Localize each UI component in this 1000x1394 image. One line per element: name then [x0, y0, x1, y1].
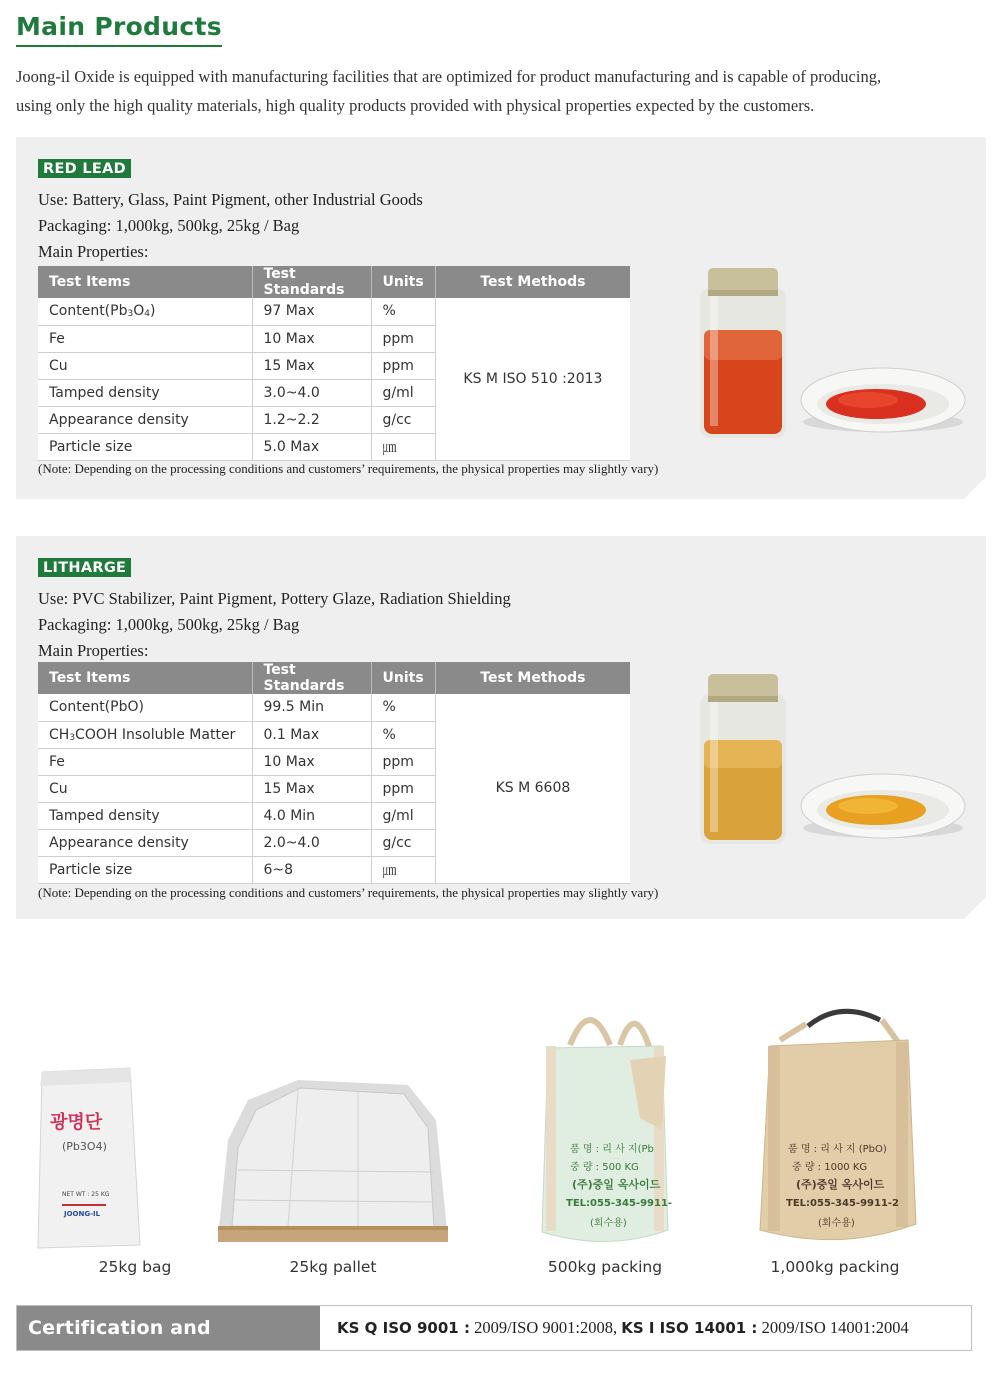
bag-label-main: 광명단 [50, 1112, 103, 1133]
pallet-25kg-image [218, 990, 448, 1255]
test-standard: 6~8 [252, 856, 371, 883]
test-unit: ppm [371, 325, 435, 352]
cert1-code: KS Q ISO 9001 : [337, 1319, 470, 1337]
test-unit: ㎛ [371, 856, 435, 883]
caption-500kg-packing: 500kg packing [547, 1258, 663, 1276]
test-standard: 97 Max [252, 298, 371, 325]
test-unit: g/cc [371, 406, 435, 433]
litharge-product-image [688, 668, 968, 848]
certification-label: Certification and Qualification [17, 1306, 320, 1350]
bag500-label-5: (회수용) [590, 1218, 627, 1229]
cert2-years: 2009/ISO 14001:2004 [757, 1318, 909, 1337]
red-lead-product-image [688, 262, 968, 442]
intro-line-1: Joong-il Oxide is equipped with manufacturing facilities that are optimized for product manufacturing and is capable of producing, [16, 67, 882, 86]
test-item: Fe [38, 325, 252, 352]
packaging-1000kg [720, 990, 950, 1276]
test-item: Content(PbO) [38, 694, 252, 721]
test-unit: % [371, 298, 435, 325]
test-unit: % [371, 694, 435, 721]
test-unit: % [371, 721, 435, 748]
test-item: $CH_3COOH$ Insoluble Matter [38, 721, 252, 748]
header-units: Units [371, 662, 435, 694]
bag-25kg-image [20, 990, 250, 1255]
bag1000-label-4: TEL:055-345-9911-2 [786, 1198, 900, 1209]
test-method: KS M 6608 [435, 694, 630, 883]
litharge-packaging: Packaging: 1,000kg, 500kg, 25kg / Bag [38, 615, 300, 634]
packaging-500kg [490, 990, 720, 1276]
test-standard: 10 Max [252, 325, 371, 352]
bag1000-label-3: (주)중일 옥사이드 [796, 1178, 885, 1191]
red-lead-use: Use: Battery, Glass, Paint Pigment, other Industrial Goods [38, 190, 423, 209]
bag-label-formula: (Pb3O4) [62, 1140, 107, 1153]
bag-1000kg-image [720, 990, 950, 1255]
test-item: Particle size [38, 856, 252, 883]
red-lead-properties-table [38, 266, 630, 461]
certification-bar [16, 1305, 972, 1383]
test-unit: ppm [371, 352, 435, 379]
test-standard: 10 Max [252, 748, 371, 775]
red-lead-section [16, 137, 986, 499]
bag-label-brand: JOONG-IL [64, 1210, 101, 1218]
red-lead-badge: RED LEAD [38, 159, 131, 178]
test-item: Tamped density [38, 802, 252, 829]
litharge-properties-table [38, 662, 630, 884]
header-test-methods: Test Methods [435, 266, 630, 298]
bag-500kg-image [490, 990, 720, 1255]
table-row [38, 298, 630, 325]
bag1000-label-5: (회수용) [818, 1218, 855, 1229]
test-unit: g/ml [371, 802, 435, 829]
bag500-label-4: TEL:055-345-9911- [566, 1198, 673, 1209]
bag1000-label-1: 품 명 : 리 사 지 (PbO) [788, 1144, 887, 1155]
test-item: Cu [38, 775, 252, 802]
bag500-label-1: 품 명 : 리 사 지(Pb [570, 1144, 654, 1155]
test-standard: 3.0~4.0 [252, 379, 371, 406]
bag500-label-3: (주)중일 옥사이드 [572, 1178, 661, 1191]
test-item: Appearance density [38, 829, 252, 856]
packaging-25kg-pallet [218, 990, 448, 1276]
test-standard: 2.0~4.0 [252, 829, 371, 856]
test-standard: 99.5 Min [252, 694, 371, 721]
red-lead-properties-label: Main Properties: [38, 242, 149, 261]
table-row [38, 694, 630, 721]
litharge-use: Use: PVC Stabilizer, Paint Pigment, Pottery Glaze, Radiation Shielding [38, 589, 511, 608]
header-test-items: Test Items [38, 266, 252, 298]
litharge-section [16, 536, 986, 919]
table-header-row [38, 662, 630, 694]
test-standard: 15 Max [252, 775, 371, 802]
bag-label-weight: NET WT : 25 KG [62, 1191, 110, 1198]
test-item: Appearance density [38, 406, 252, 433]
test-standard: 0.1 Max [252, 721, 371, 748]
bag1000-label-2: 중 량 : 1000 KG [792, 1162, 868, 1173]
header-test-items: Test Items [38, 662, 252, 694]
test-standard: 4.0 Min [252, 802, 371, 829]
test-item: Tamped density [38, 379, 252, 406]
litharge-note: (Note: Depending on the processing conditions and customers’ requirements, the physical properties may slightly vary) [38, 885, 659, 900]
caption-25kg-bag: 25kg bag [98, 1258, 172, 1276]
page-title: Main Products [16, 12, 222, 47]
caption-25kg-pallet: 25kg pallet [289, 1258, 377, 1276]
test-item: $Content(Pb_3O_4)$ [38, 298, 252, 325]
red-lead-description [38, 187, 423, 265]
header-test-standards: Test Standards [252, 266, 371, 298]
test-unit: ppm [371, 775, 435, 802]
cert2-code: KS I ISO 14001 : [621, 1319, 758, 1337]
intro-line-2: using only the high quality materials, high quality products provided with physical properties expected by the customers. [16, 96, 815, 115]
test-item: Fe [38, 748, 252, 775]
test-standard: 1.2~2.2 [252, 406, 371, 433]
red-lead-packaging: Packaging: 1,000kg, 500kg, 25kg / Bag [38, 216, 300, 235]
litharge-badge: LITHARGE [38, 558, 131, 577]
test-standard: 15 Max [252, 352, 371, 379]
test-item: Particle size [38, 433, 252, 460]
certification-text [337, 1306, 909, 1350]
test-item: Cu [38, 352, 252, 379]
header-test-methods: Test Methods [435, 662, 630, 694]
table-header-row [38, 266, 630, 298]
cert1-years: 2009/ISO 9001:2008, [469, 1318, 622, 1337]
packaging-25kg-bag [20, 990, 250, 1276]
caption-1000kg-packing: 1,000kg packing [770, 1258, 900, 1276]
test-standard: 5.0 Max [252, 433, 371, 460]
litharge-properties-label: Main Properties: [38, 641, 149, 660]
test-unit: ㎛ [371, 433, 435, 460]
test-unit: g/cc [371, 829, 435, 856]
test-unit: g/ml [371, 379, 435, 406]
header-units: Units [371, 266, 435, 298]
red-lead-note: (Note: Depending on the processing conditions and customers’ requirements, the physical properties may slightly vary) [38, 461, 659, 476]
intro-text [16, 62, 986, 120]
test-method: KS M ISO 510 :2013 [435, 298, 630, 460]
header-test-standards: Test Standards [252, 662, 371, 694]
litharge-description [38, 586, 511, 664]
bag500-label-2: 중 량 : 500 KG [570, 1162, 639, 1173]
test-unit: ppm [371, 748, 435, 775]
